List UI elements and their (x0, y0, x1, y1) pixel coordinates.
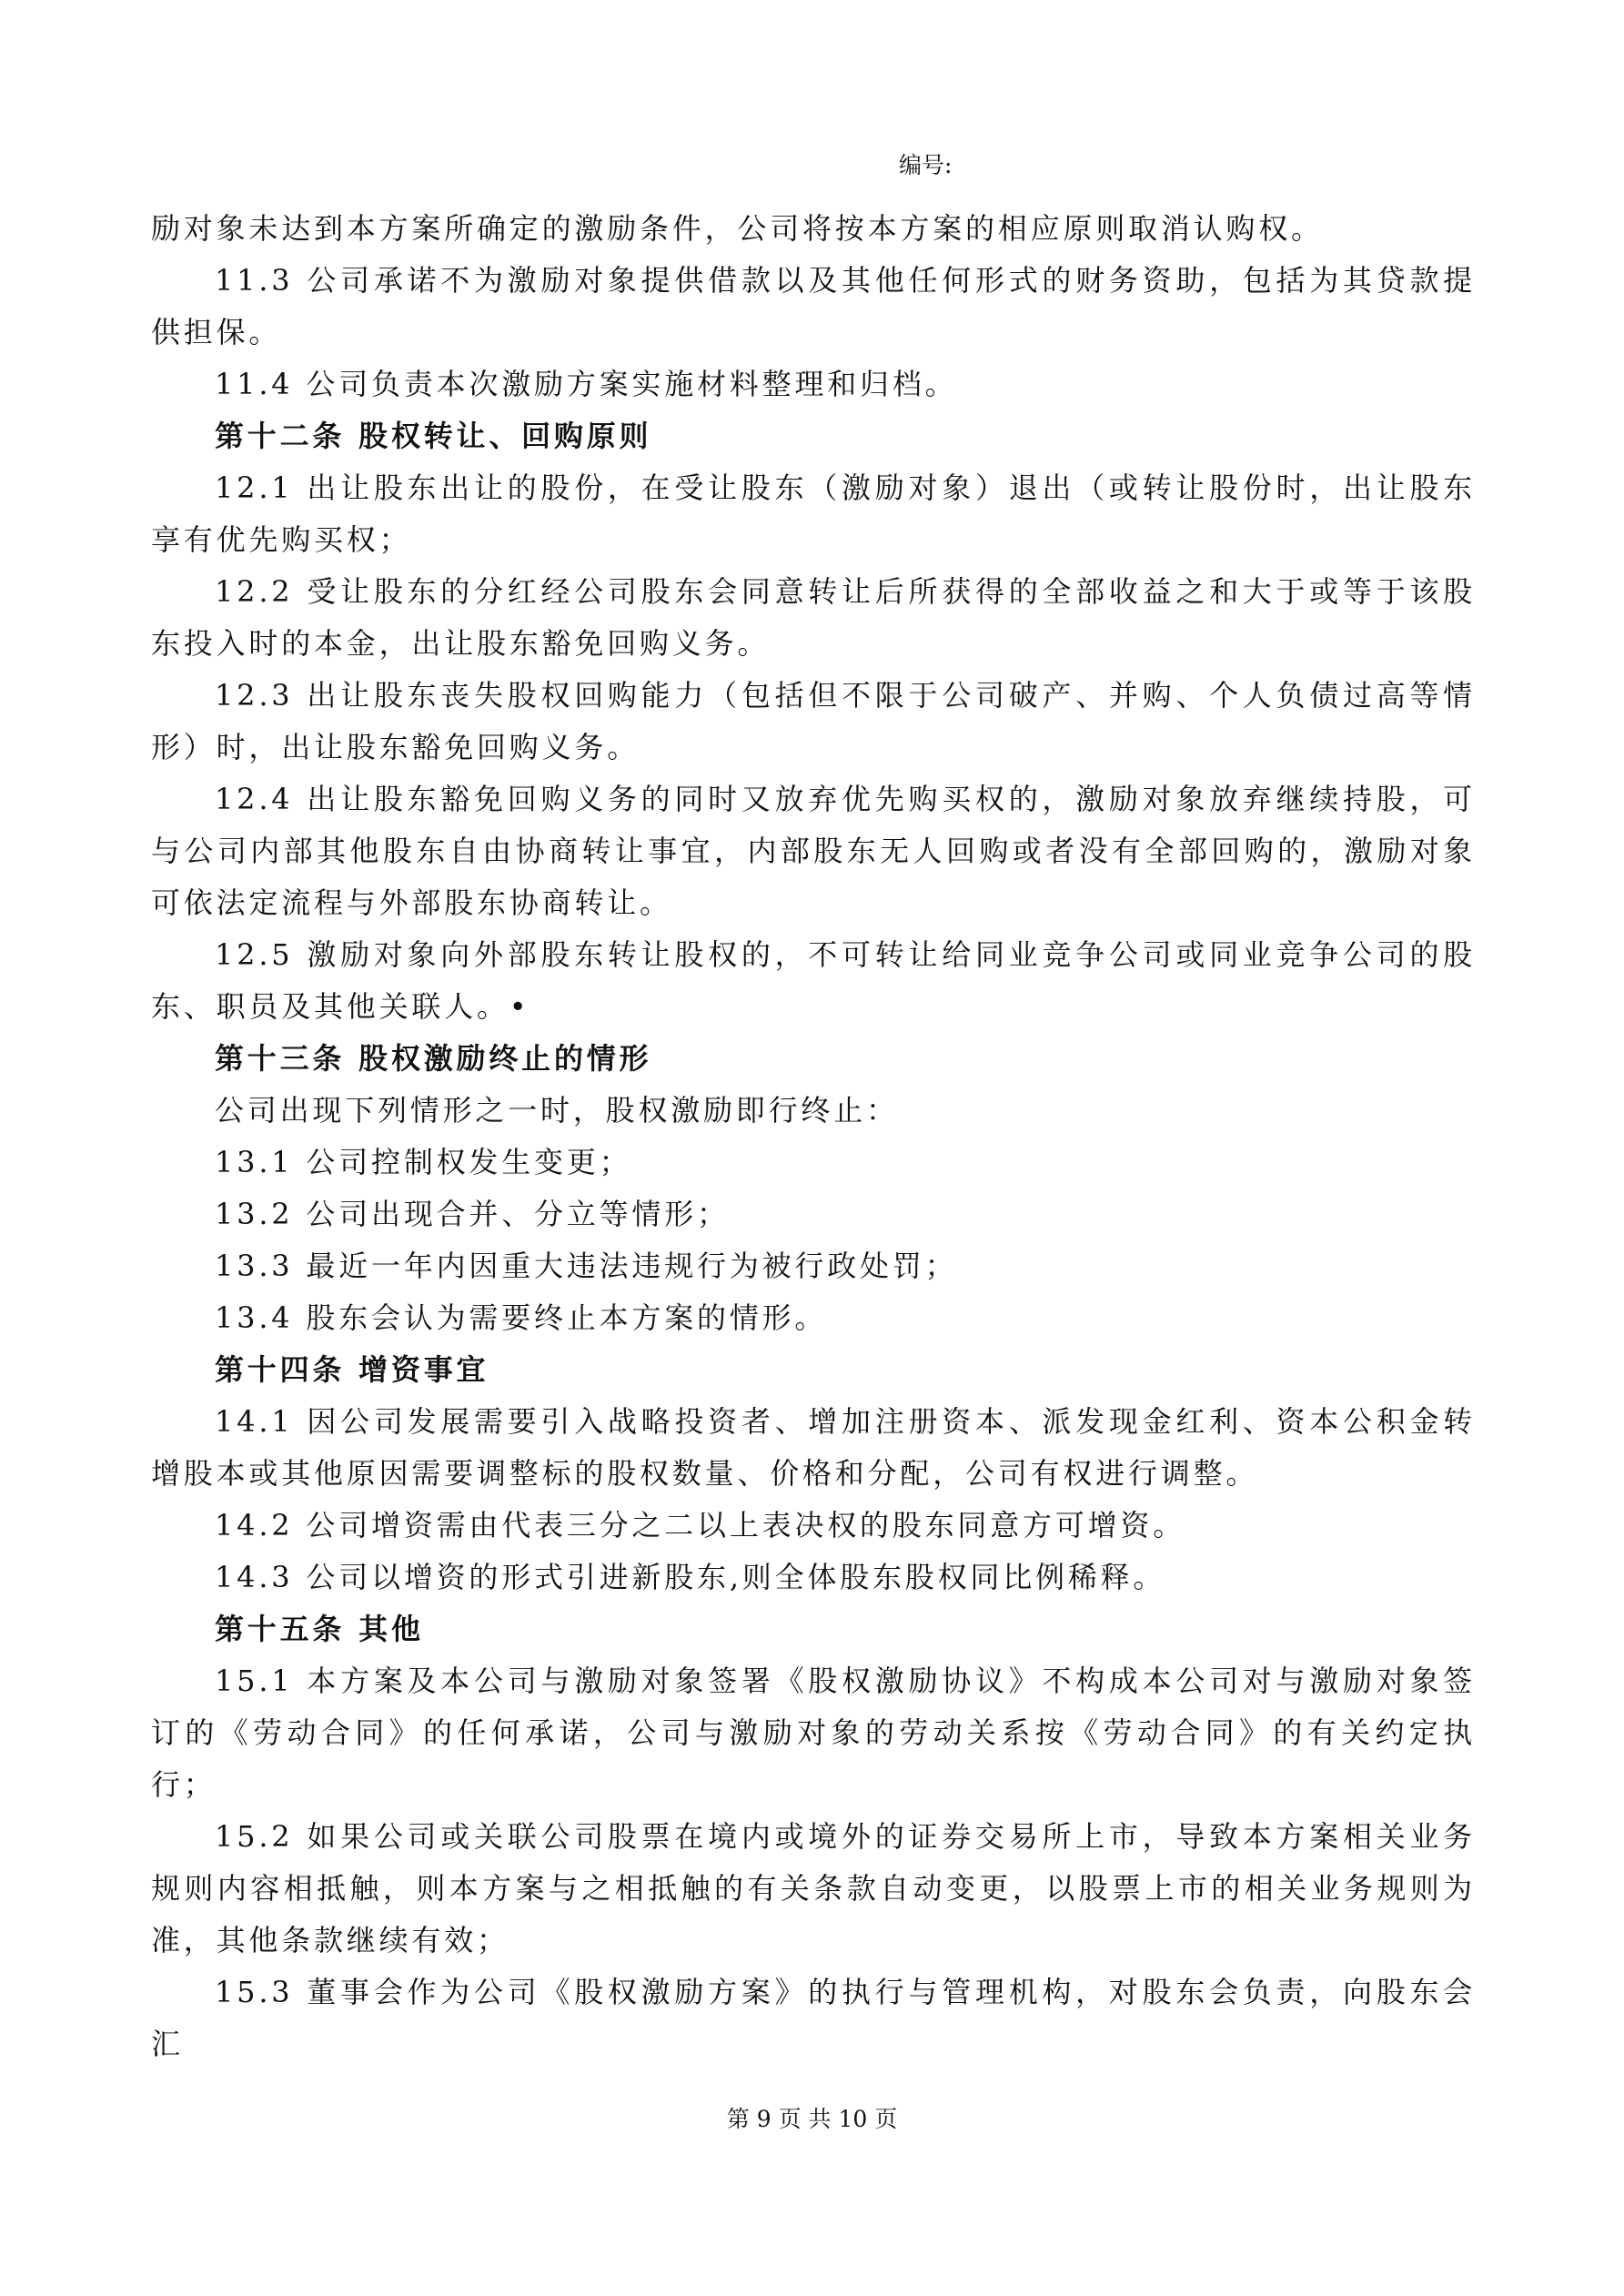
paragraph: 12.3 出让股东丧失股权回购能力（包括但不限于公司破产、并购、个人负债过高等情形）时，出让股东豁免回购义务。 (151, 678, 1476, 764)
paragraph: 13.3 最近一年内因重大违法违规行为被行政处罚； (215, 1249, 958, 1283)
paragraph: 11.4 公司负责本次激励方案实施材料整理和归档。 (215, 367, 958, 401)
paragraph: 15.2 如果公司或关联公司股票在境内或境外的证券交易所上市，导致本方案相关业务规则内容相抵触，则本方案与之相抵触的有关条款自动变更，以股票上市的相关业务规则为准，其他条款继续有效； (151, 1819, 1476, 1957)
paragraph: 公司出现下列情形之一时，股权激励即行终止： (215, 1093, 899, 1128)
paragraph: 14.1 因公司发展需要引入战略投资者、增加注册资本、派发现金红利、资本公积金转增股本或其他原因需要调整标的股权数量、价格和分配，公司有权进行调整。 (151, 1404, 1476, 1491)
paragraph: 13.4 股东会认为需要终止本方案的情形。 (215, 1300, 828, 1335)
paragraph: 15.1 本方案及本公司与激励对象签署《股权激励协议》不构成本公司对与激励对象签订的《劳动合同》的任何承诺，公司与激励对象的劳动关系按《劳动合同》的有关约定执行； (151, 1664, 1476, 1802)
paragraph: 14.2 公司增资需由代表三分之二以上表决权的股东同意方可增资。 (215, 1508, 1186, 1542)
paragraph: 12.5 激励对象向外部股东转让股权的，不可转让给同业竞争公司或同业竞争公司的股东、职员及其他关联人。• (151, 937, 1476, 1024)
section-heading: 第十四条 增资事宜 (215, 1352, 489, 1387)
section-heading: 第十三条 股权激励终止的情形 (215, 1041, 652, 1076)
paragraph: 11.3 公司承诺不为激励对象提供借款以及其他任何形式的财务资助，包括为其贷款提供担保。 (151, 263, 1476, 349)
paragraph: 13.1 公司控制权发生变更； (215, 1145, 632, 1179)
section-heading: 第十五条 其他 (215, 1612, 424, 1646)
paragraph: 12.1 出让股东出让的股份，在受让股东（激励对象）退出（或转让股份时，出让股东享有优先购买权； (151, 470, 1476, 557)
document-body (151, 203, 1476, 2070)
page-footer: 第 9 页 共 10 页 (726, 2106, 898, 2132)
paragraph: 14.3 公司以增资的形式引进新股东,则全体股东股权同比例稀释。 (215, 1560, 1166, 1594)
document-number-label: 编号: (899, 152, 953, 178)
section-heading: 第十二条 股权转让、回购原则 (215, 419, 652, 453)
paragraph: 12.4 出让股东豁免回购义务的同时又放弃优先购买权的，激励对象放弃继续持股，可与公司内部其他股东自由协商转让事宜，内部股东无人回购或者没有全部回购的，激励对象可依法定流程与外部股东协商转让。 (151, 782, 1476, 920)
paragraph: 12.2 受让股东的分红经公司股东会同意转让后所获得的全部收益之和大于或等于该股东投入时的本金，出让股东豁免回购义务。 (151, 574, 1476, 661)
paragraph: 15.3 董事会作为公司《股权激励方案》的执行与管理机构，对股东会负责，向股东会汇 (151, 1975, 1476, 2061)
paragraph: 励对象未达到本方案所确定的激励条件，公司将按本方案的相应原则取消认购权。 (151, 211, 1324, 246)
paragraph: 13.2 公司出现合并、分立等情形； (215, 1197, 730, 1231)
